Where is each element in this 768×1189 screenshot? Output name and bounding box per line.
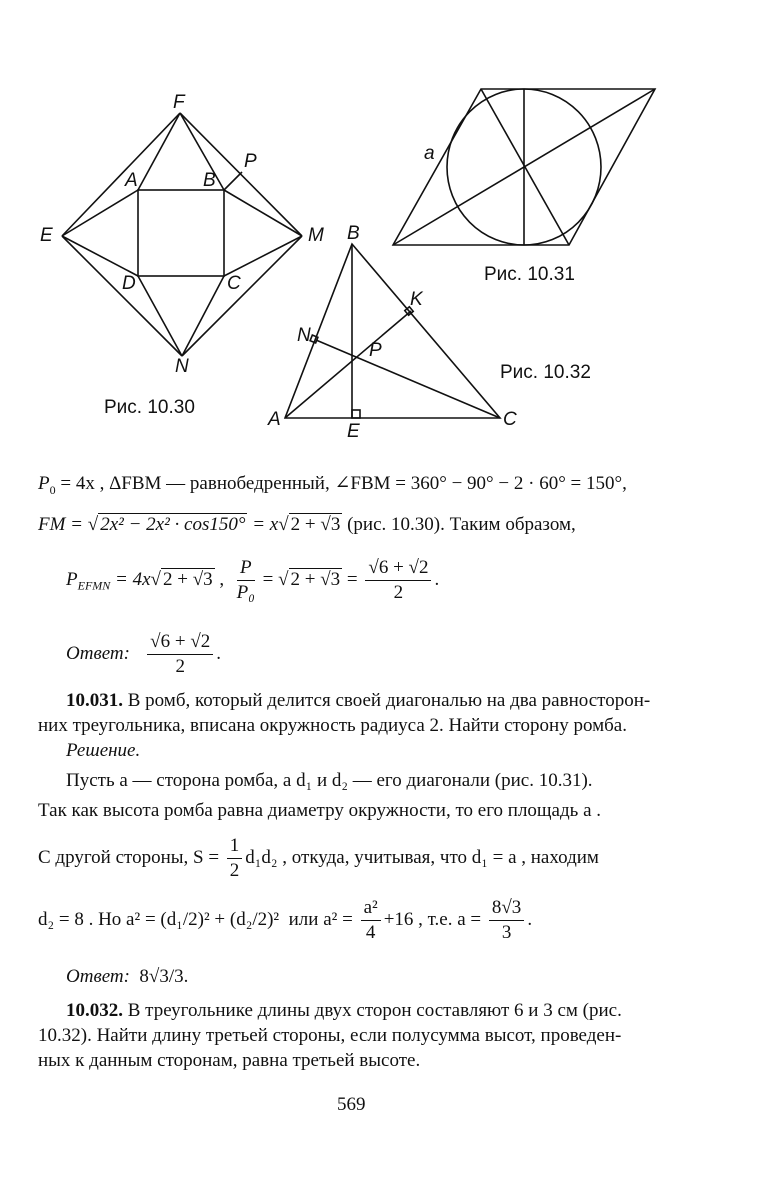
solution-10-031-line-2: Так как высота ромба равна диаметру окружности, то его площадь a .	[38, 800, 602, 821]
problem-10-031-line-2: них треугольника, вписана окружность радиуса 2. Найти сторону ромба.	[38, 715, 627, 736]
line-fm	[180, 113, 302, 236]
label-c: C	[227, 273, 241, 294]
answer-10-031: Ответ: 8√3/3.	[66, 966, 189, 987]
solution-10-031-line-3: С другой стороны, S = $\frac{1}{2}$ d₁d₂ , откуда, учитывая, что d₁ = a , находим	[38, 835, 599, 881]
answer-10-030: Ответ: $\frac{√6 + √2}{2}$ .	[66, 631, 221, 677]
label-k: K	[410, 289, 423, 310]
caption-fig-10-30: Рис. 10.30	[104, 397, 195, 418]
square-abcd	[138, 190, 224, 276]
label-b2: B	[347, 223, 360, 244]
solution-line-3: $P_{EFMN} = 4x√$ 2 + √3 , $\frac{P}{\text{P₀}}$ = √ 2 + √3 = $\frac{√6 + √2}{2}$ .	[66, 557, 440, 603]
problem-10-031-line-1: 10.031. В ромб, который делится своей диагональю на два равносторон-	[66, 690, 651, 711]
solution-line-2: FM = √ 2x² − 2x² · cos150° = x√ 2 + √3 (рис. 10.30). Таким образом,	[38, 514, 576, 535]
altitude-ck	[316, 340, 500, 418]
label-n2: N	[297, 325, 311, 346]
line-mn	[182, 236, 302, 356]
caption-fig-10-31: Рис. 10.31	[484, 264, 575, 285]
line-ef	[62, 113, 180, 236]
triangle-abc	[285, 244, 500, 418]
solution-line-1: $P_0 = 4x$ , ΔFBM — равнобедренный, ∠FBM = 360° − 90° − 2 · 60° = 150°,	[38, 473, 627, 497]
label-n: N	[175, 356, 189, 377]
solution-label: Решение.	[66, 740, 141, 761]
label-p: P	[244, 151, 257, 172]
page-number: 569	[337, 1094, 366, 1115]
problem-10-032-line-1: 10.032. В треугольнике длины двух сторон составляют 6 и 3 см (рис.	[66, 1000, 622, 1021]
line-ne	[62, 236, 182, 356]
label-side-a: a	[424, 143, 435, 164]
label-f: F	[173, 92, 185, 113]
label-a: A	[125, 170, 138, 191]
figure-10-31	[393, 89, 655, 245]
problem-10-032-line-3: ных к данным сторонам, равна третьей высоте.	[38, 1050, 421, 1071]
label-p2: P	[369, 340, 382, 361]
label-e: E	[40, 225, 53, 246]
caption-fig-10-32: Рис. 10.32	[500, 362, 591, 383]
solution-10-031-line-1: Пусть a — сторона ромба, а d₁ и d₂ — его диагонали (рис. 10.31).	[66, 770, 593, 791]
figure-10-30	[62, 113, 302, 356]
figure-10-32	[285, 244, 500, 418]
label-m: M	[308, 225, 324, 246]
label-c2: C	[503, 409, 517, 430]
label-d: D	[122, 273, 136, 294]
label-e2: E	[347, 421, 360, 442]
label-b: B	[203, 170, 216, 191]
problem-10-032-line-2: 10.32). Найти длину третьей стороны, если полусумма высот, проведен-	[38, 1025, 622, 1046]
label-a2: A	[268, 409, 281, 430]
solution-10-031-line-4: d₂ = 8 . Но a² = (d₁/2)² + (d₂/2)² или a² = $\frac{\text{a²}}{4}$ +16 , т.е. a = $\frac{8√3}{3}$ .	[38, 897, 533, 943]
